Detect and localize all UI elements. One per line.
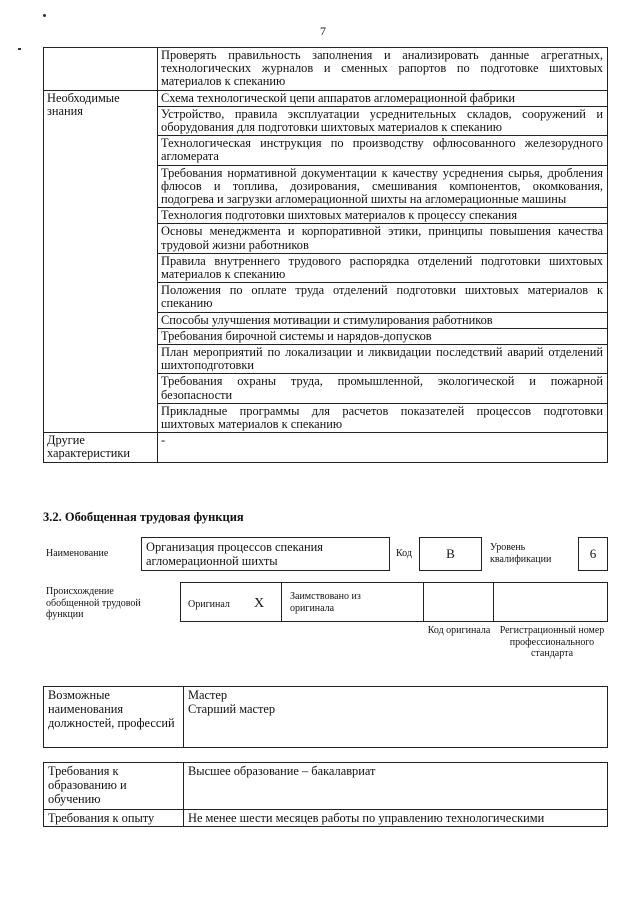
- empty-label-cell: [44, 48, 158, 91]
- knowledge-table: [43, 47, 608, 463]
- borrowed-label: Заимствовано из оригинала: [290, 591, 361, 614]
- table-row: [44, 810, 608, 827]
- original-mark: X: [254, 596, 265, 611]
- page-number: 7: [320, 24, 326, 38]
- knowledge-item: Основы менеджмента и корпоративной этики, принципы повышения качества трудовой жизни работников: [158, 224, 608, 253]
- section-heading: 3.2. Обобщенная трудовая функция: [43, 510, 244, 524]
- code-label: Код: [396, 548, 412, 559]
- position-item: Мастер: [188, 688, 228, 702]
- divider: [423, 582, 424, 622]
- knowledge-item: Требования охраны труда, промышленной, экологической и пожарной безопасности: [158, 374, 608, 403]
- origin-label: Происхождение обобщенной трудовой функции: [46, 586, 141, 620]
- name-value: Организация процессов спекания агломерационной шихты: [141, 537, 390, 571]
- education-value: Высшее образование – бакалавриат: [184, 763, 608, 810]
- divider: [493, 582, 494, 622]
- requirements-table: [43, 762, 608, 827]
- other-value: -: [158, 433, 608, 462]
- knowledge-item: Технологическая инструкция по производству офлюсованного железорудного агломерата: [158, 136, 608, 165]
- knowledge-item: Прикладные программы для расчетов показателей процессов подготовки шихтовых материалов к спеканию: [158, 403, 608, 432]
- table-row: [44, 48, 608, 91]
- table-row: [44, 90, 608, 106]
- top-item: Проверять правильность заполнения и анализировать данные агрегатных, технологических журналов и сменных рапортов по подготовке шихтовых материалов к спеканию: [158, 48, 608, 91]
- table-row: [44, 687, 608, 748]
- name-label: Наименование: [46, 548, 109, 559]
- knowledge-item: План мероприятий по локализации и ликвидации последствий аварий отделений шихтоподготовки: [158, 345, 608, 374]
- experience-label: Требования к опыту: [44, 810, 184, 827]
- experience-value: Не менее шести месяцев работы по управлению технологическими: [184, 810, 608, 827]
- divider: [281, 582, 282, 622]
- table-row: [44, 763, 608, 810]
- knowledge-item: Требования нормативной документации к качеству усреднения сырья, дробления флюсов и топлива, дозирования, смешивания компонентов, окомкования, подогрева и загрузки агломерационной шихты на агломерационные машины: [158, 165, 608, 208]
- table-row: [44, 433, 608, 462]
- knowledge-item: Правила внутреннего трудового распорядка отделений подготовки шихтовых материалов к спеканию: [158, 253, 608, 282]
- knowledge-label: Необходимые знания: [44, 90, 158, 433]
- code-value: B: [419, 537, 482, 571]
- education-label: Требования к образованию и обучению: [44, 763, 184, 810]
- positions-table: [43, 686, 608, 748]
- other-label: Другие характеристики: [44, 433, 158, 462]
- knowledge-item: Технология подготовки шихтовых материалов к процессу спекания: [158, 208, 608, 224]
- level-label: Уровень квалификации: [490, 542, 552, 565]
- positions-values: [184, 687, 608, 748]
- knowledge-item: Схема технологической цепи аппаратов агломерационной фабрики: [158, 90, 608, 106]
- knowledge-item: Требования бирочной системы и нарядов-допусков: [158, 328, 608, 344]
- original-code-caption: Код оригинала: [427, 625, 491, 636]
- positions-label: Возможные наименования должностей, профессий: [44, 687, 184, 748]
- level-value: 6: [578, 537, 608, 571]
- knowledge-item: Способы улучшения мотивации и стимулирования работников: [158, 312, 608, 328]
- position-item: Старший мастер: [188, 702, 276, 716]
- scan-mark: [18, 48, 21, 50]
- reg-number-caption: Регистрационный номер профессионального стандарта: [499, 625, 605, 659]
- knowledge-item: Устройство, правила эксплуатации усреднительных складов, сооружений и оборудования для подготовки шихтовых материалов к спеканию: [158, 106, 608, 135]
- scan-dot: [43, 14, 46, 17]
- knowledge-item: Положения по оплате труда отделений подготовки шихтовых материалов к спеканию: [158, 283, 608, 312]
- original-label: Оригинал: [188, 599, 230, 610]
